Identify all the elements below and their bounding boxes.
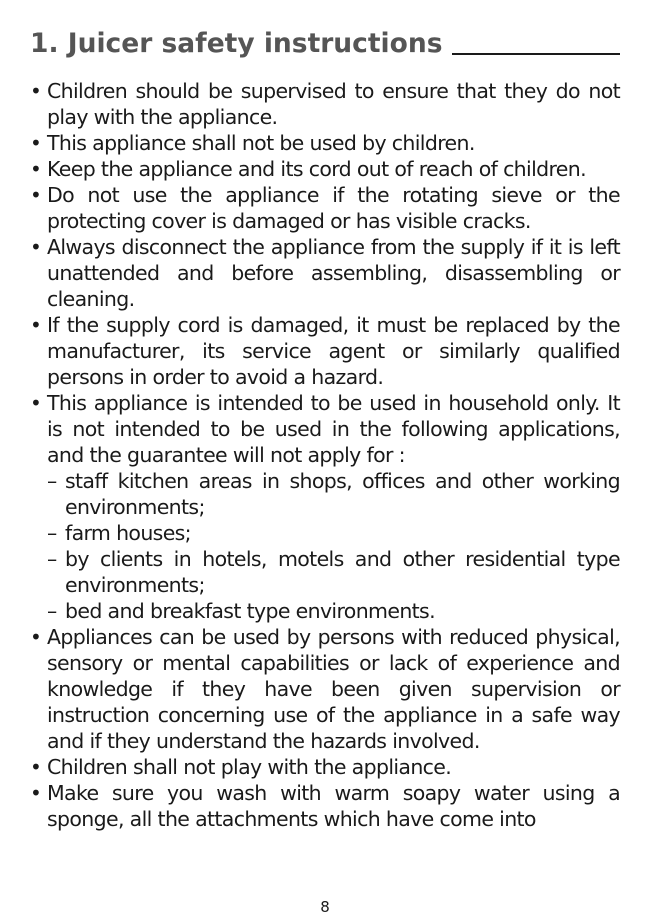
- excluded-usage-text: staff kitchen areas in shops, offices and other working environments;: [65, 469, 620, 519]
- excluded-usage-text: farm houses;: [65, 521, 191, 545]
- instruction-item: [30, 78, 620, 130]
- excluded-usage-text: bed and breakfast type environments.: [65, 599, 435, 623]
- instruction-text: Children should be supervised to ensure that they do not play with the appliance.: [47, 79, 620, 129]
- instruction-text: Do not use the appliance if the rotating sieve or the protecting cover is damaged or has visible cracks.: [47, 183, 620, 233]
- dash-icon: –: [47, 469, 57, 493]
- bullet-icon: •: [30, 313, 42, 337]
- instruction-text: If the supply cord is damaged, it must be replaced by the manufacturer, its service agent or similarly qualified persons in order to avoid a hazard.: [47, 313, 620, 389]
- dash-icon: –: [47, 599, 57, 623]
- instruction-text: Keep the appliance and its cord out of reach of children.: [47, 157, 586, 181]
- instruction-item: [30, 780, 620, 832]
- bullet-icon: •: [30, 79, 42, 103]
- page-number: 8: [320, 898, 330, 916]
- bullet-icon: •: [30, 235, 42, 259]
- excluded-usage-item: [47, 468, 620, 520]
- dash-icon: –: [47, 521, 57, 545]
- dash-icon: –: [47, 547, 57, 571]
- instruction-text: Always disconnect the appliance from the supply if it is left unattended and before assembling, disassembling or cleaning.: [47, 235, 620, 311]
- instruction-text: This appliance is intended to be used in household only. It is not intended to be used in the following applications, and the guarantee will not apply for :: [47, 391, 620, 467]
- instruction-text: Children shall not play with the appliance.: [47, 755, 452, 779]
- bullet-icon: •: [30, 625, 42, 649]
- instruction-item: [30, 182, 620, 234]
- excluded-usage-text: by clients in hotels, motels and other residential type environments;: [65, 547, 620, 597]
- instruction-item: [30, 156, 620, 182]
- instruction-text: Make sure you wash with warm soapy water using a sponge, all the attachments which have come into: [47, 781, 620, 831]
- instruction-item: [30, 624, 620, 754]
- title-rule-line: [452, 53, 620, 55]
- section-heading: [30, 22, 620, 60]
- bullet-icon: •: [30, 183, 42, 207]
- excluded-usage-item: [47, 520, 620, 546]
- instruction-text: This appliance shall not be used by children.: [47, 131, 475, 155]
- instruction-item: [30, 390, 620, 624]
- excluded-usage-item: [47, 598, 620, 624]
- instruction-item: [30, 754, 620, 780]
- instruction-text: Appliances can be used by persons with reduced physical, sensory or mental capabilities or lack of experience and knowledge if they have been given supervision or instruction concerning use of the appliance in a safe way and if they understand the hazards involved.: [47, 625, 620, 753]
- excluded-usage-list: [47, 468, 620, 624]
- instruction-item: [30, 130, 620, 156]
- manual-page: [30, 22, 620, 832]
- section-title: 1. Juicer safety instructions: [30, 27, 443, 59]
- bullet-icon: •: [30, 391, 42, 415]
- instruction-item: [30, 234, 620, 312]
- bullet-icon: •: [30, 755, 42, 779]
- safety-instruction-list: [30, 78, 620, 832]
- instruction-item: [30, 312, 620, 390]
- bullet-icon: •: [30, 781, 42, 805]
- bullet-icon: •: [30, 131, 42, 155]
- bullet-icon: •: [30, 157, 42, 181]
- excluded-usage-item: [47, 546, 620, 598]
